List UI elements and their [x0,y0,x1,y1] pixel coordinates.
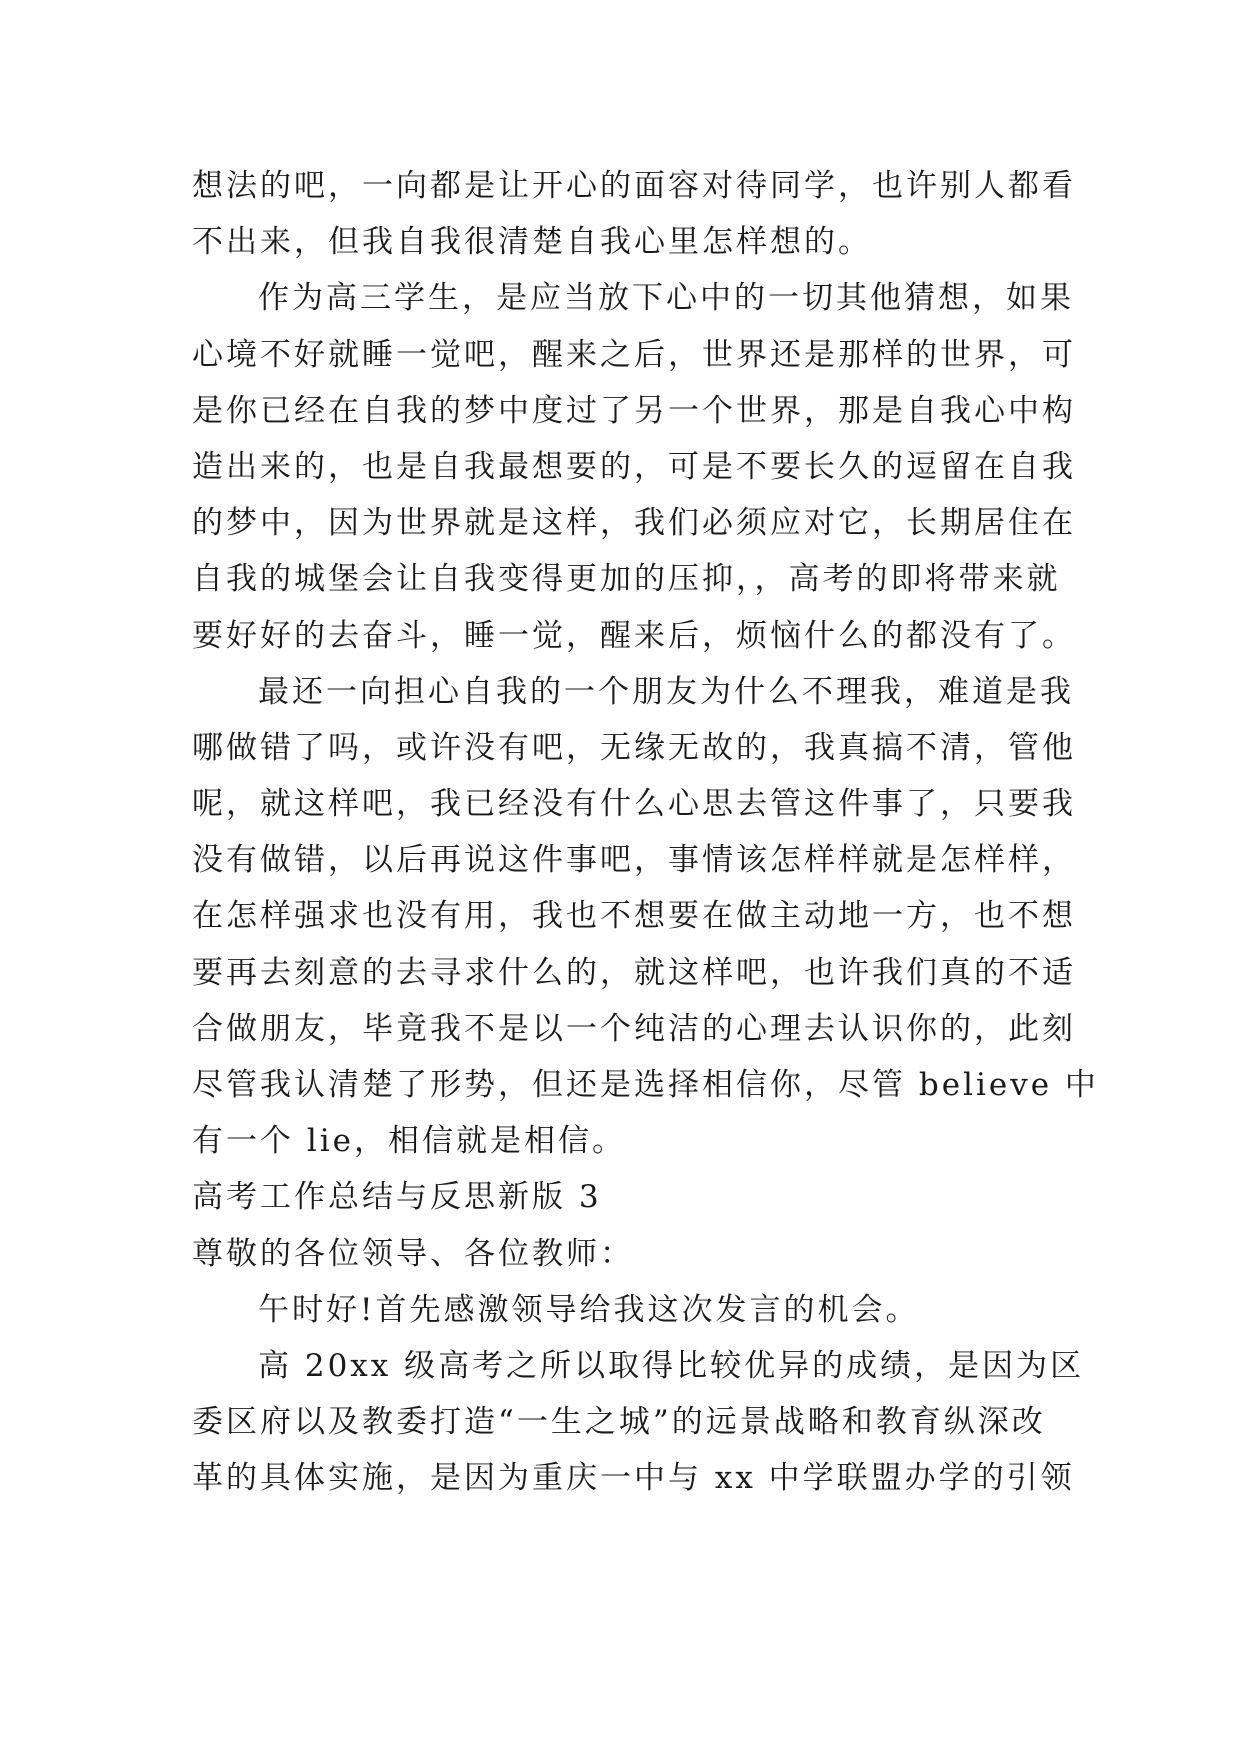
text-line: 是你已经在自我的梦中度过了另一个世界，那是自我心中构 [192,392,1076,429]
salutation: 尊敬的各位领导、各位教师： [192,1235,634,1272]
text-line: 要好好的去奋斗，睡一觉，醒来后，烦恼什么的都没有了。 [192,617,1076,654]
text-line: 心境不好就睡一觉吧，醒来之后，世界还是那样的世界，可 [192,336,1076,373]
document-body [192,158,1099,1507]
paragraph-start-line: 高 20xx 级高考之所以取得比较优异的成绩，是因为区 [258,1347,1085,1384]
text-line: 革的具体实施，是因为重庆一中与 xx 中学联盟办学的引领 [192,1460,1075,1497]
section-heading: 高考工作总结与反思新版 3 [192,1179,602,1216]
text-line: 委区府以及教委打造“一生之城”的远景战略和教育纵深改 [192,1404,1046,1441]
text-line: 哪做错了吗，或许没有吧，无缘无故的，我真搞不清，管他 [192,729,1076,766]
text-line: 自我的城堡会让自我变得更加的压抑，，高考的即将带来就 [192,561,1061,598]
text-line: 尽管我认清楚了形势，但还是选择相信你，尽管 believe 中 [192,1067,1099,1103]
text-line: 有一个 lie，相信就是相信。 [192,1123,627,1160]
text-line: 呢，就这样吧，我已经没有什么心思去管这件事了，只要我 [192,786,1076,823]
text-line: 不出来，但我自我很清楚自我心里怎样想的。 [192,224,872,261]
text-line: 没有做错，以后再说这件事吧，事情该怎样样就是怎样样， [192,842,1076,879]
text-line: 造出来的，也是自我最想要的，可是不要长久的逗留在自我 [192,448,1076,485]
paragraph-start-line: 作为高三学生，是应当放下心中的一切其他猜想，如果 [258,280,1074,317]
paragraph-start-line: 午时好!首先感激领导给我这次发言的机会。 [258,1291,920,1328]
text-line: 想法的吧，一向都是让开心的面容对待同学，也许别人都看 [192,168,1076,204]
paragraph-start-line: 最还一向担心自我的一个朋友为什么不理我，难道是我 [258,673,1074,710]
text-line: 在怎样强求也没有用，我也不想要在做主动地一方，也不想 [192,898,1076,935]
text-line: 的梦中，因为世界就是这样，我们必须应对它，长期居住在 [192,505,1076,542]
text-line: 要再去刻意的去寻求什么的，就这样吧，也许我们真的不适 [192,954,1076,991]
text-line: 合做朋友，毕竟我不是以一个纯洁的心理去认识你的，此刻 [192,1010,1076,1047]
